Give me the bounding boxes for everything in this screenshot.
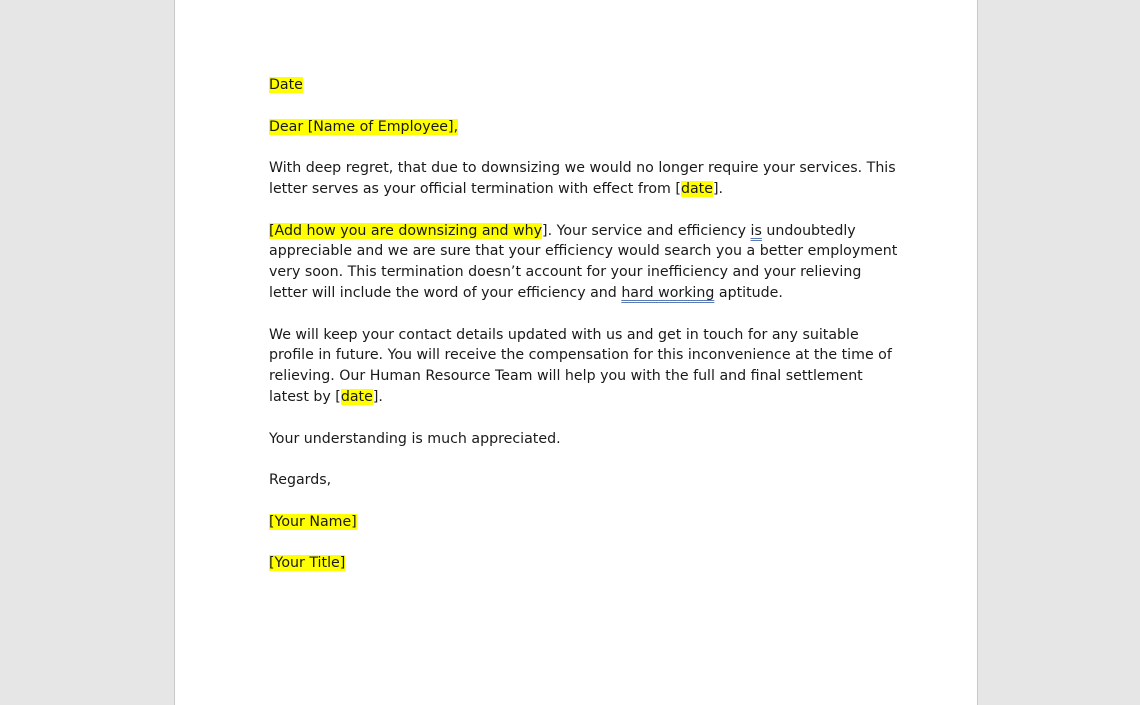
document-page[interactable] [174, 0, 978, 705]
your-title-placeholder[interactable]: [Your Title] [269, 555, 346, 572]
termination-paragraph[interactable] [269, 158, 899, 200]
downsizing-text-middle: undoubtedly appreciable and we are sure that your efficiency would search you a better employment very soon. This termination doesn’t account for your inefficiency and your relieving letter will include the word of your efficiency and [269, 222, 898, 301]
date-placeholder[interactable]: Date [269, 77, 303, 93]
letter-body[interactable] [269, 75, 899, 595]
employee-name-placeholder[interactable]: Dear [Name of Employee], [269, 118, 459, 135]
grammar-flag-is[interactable]: is [750, 222, 762, 239]
downsizing-text-end: aptitude. [714, 284, 783, 301]
contact-text-end: ]. [372, 388, 383, 405]
termination-text-end: ]. [712, 180, 723, 197]
grammar-flag-hard-working[interactable]: hard working [621, 284, 715, 301]
date-paragraph[interactable] [269, 75, 899, 96]
your-name-placeholder[interactable]: [Your Name] [269, 513, 357, 530]
closing-paragraph[interactable] [269, 429, 899, 450]
settlement-date-placeholder[interactable]: date [340, 388, 373, 405]
greeting-paragraph[interactable] [269, 117, 899, 138]
regards-text: Regards, [269, 472, 332, 489]
signature-title-paragraph[interactable] [269, 553, 899, 574]
downsizing-paragraph[interactable] [269, 221, 899, 304]
contact-text: We will keep your contact details updated with us and get in touch for any suitable profile in future. You will receive the compensation for this inconvenience at the time of relieving. Our Human Resource Team will help you with the full and final settlement latest by [ [269, 326, 892, 405]
effective-date-placeholder[interactable]: date [680, 180, 713, 197]
closing-text: Your understanding is much appreciated. [269, 430, 561, 447]
contact-paragraph[interactable] [269, 325, 899, 408]
termination-text: With deep regret, that due to downsizing we would no longer require your services. This letter serves as your official termination with effect from [ [269, 160, 896, 197]
downsizing-reason-placeholder[interactable]: [Add how you are downsizing and why [269, 222, 543, 239]
signature-name-paragraph[interactable] [269, 512, 899, 533]
regards-paragraph[interactable] [269, 470, 899, 491]
downsizing-text: ]. Your service and efficiency [542, 222, 751, 239]
